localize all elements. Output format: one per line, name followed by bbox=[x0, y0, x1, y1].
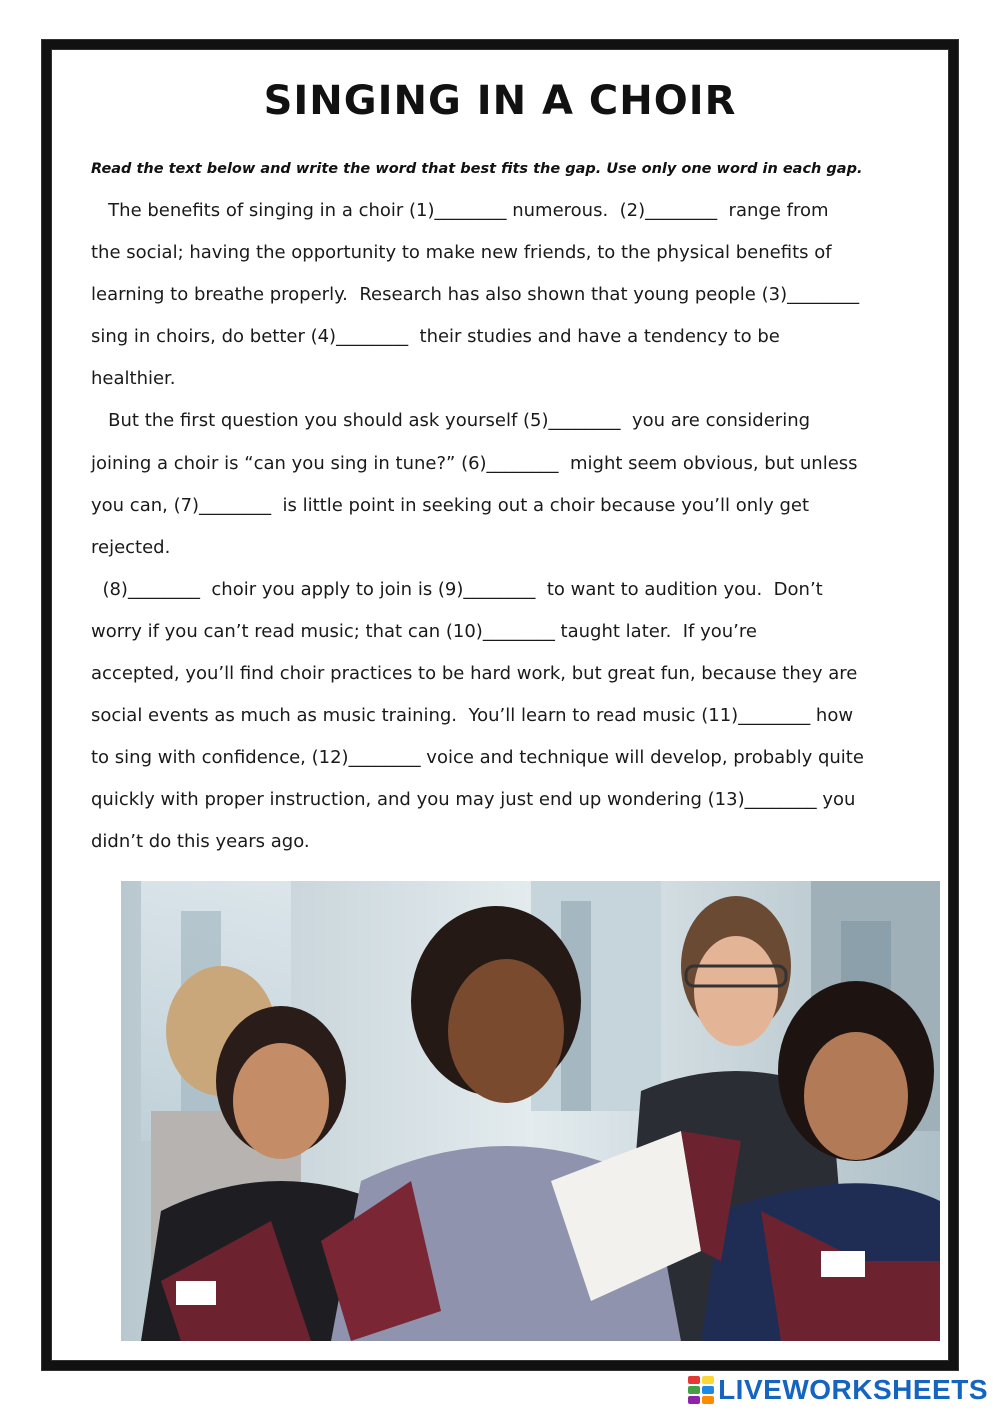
passage-line-2: the social; having the opportunity to make new friends, to the physical benefits of bbox=[91, 242, 832, 264]
passage-line-12: accepted, you’ll find choir practices to be hard work, but great fun, because they are bbox=[91, 663, 858, 685]
passage-line-6: But the first question you should ask yourself (5)________ you are considering bbox=[91, 410, 811, 432]
passage-line-10: (8)________ choir you apply to join is (9)________ to want to audition you. Don’t bbox=[91, 578, 823, 600]
liveworksheets-logo-icon bbox=[688, 1376, 714, 1404]
liveworksheets-logo-text: LIVEWORKSHEETS bbox=[718, 1374, 988, 1405]
passage-line-13: social events as much as music training. You’ll learn to read music (11)________ how bbox=[91, 705, 854, 727]
instruction-text: Read the text below and write the word that best fits the gap. Use only one word in each gap. bbox=[91, 161, 863, 177]
passage-text bbox=[91, 190, 921, 864]
passage-line-8: you can, (7)________ is little point in seeking out a choir because you’ll only get bbox=[91, 494, 810, 516]
passage-line-5: healthier. bbox=[91, 368, 176, 390]
passage-line-9: rejected. bbox=[91, 536, 171, 558]
passage-line-14: to sing with confidence, (12)________ voice and technique will develop, probably quite bbox=[91, 747, 864, 769]
choir-singers-photo bbox=[121, 881, 940, 1341]
passage-line-7: joining a choir is “can you sing in tune?” (6)________ might seem obvious, but unless bbox=[91, 452, 858, 474]
passage-line-11: worry if you can’t read music; that can (10)________ taught later. If you’re bbox=[91, 620, 757, 642]
worksheet-title: SINGING IN A CHOIR bbox=[263, 78, 737, 124]
liveworksheets-logo[interactable] bbox=[688, 1374, 988, 1406]
passage-line-16: didn’t do this years ago. bbox=[91, 831, 310, 853]
passage-line-1: The benefits of singing in a choir (1)________ numerous. (2)________ range from bbox=[91, 200, 829, 221]
passage-line-3: learning to breathe properly. Research has also shown that young people (3)________ bbox=[91, 284, 860, 306]
passage-line-4: sing in choirs, do better (4)________ their studies and have a tendency to be bbox=[91, 326, 780, 348]
passage-line-15: quickly with proper instruction, and you may just end up wondering (13)________ you bbox=[91, 789, 856, 811]
